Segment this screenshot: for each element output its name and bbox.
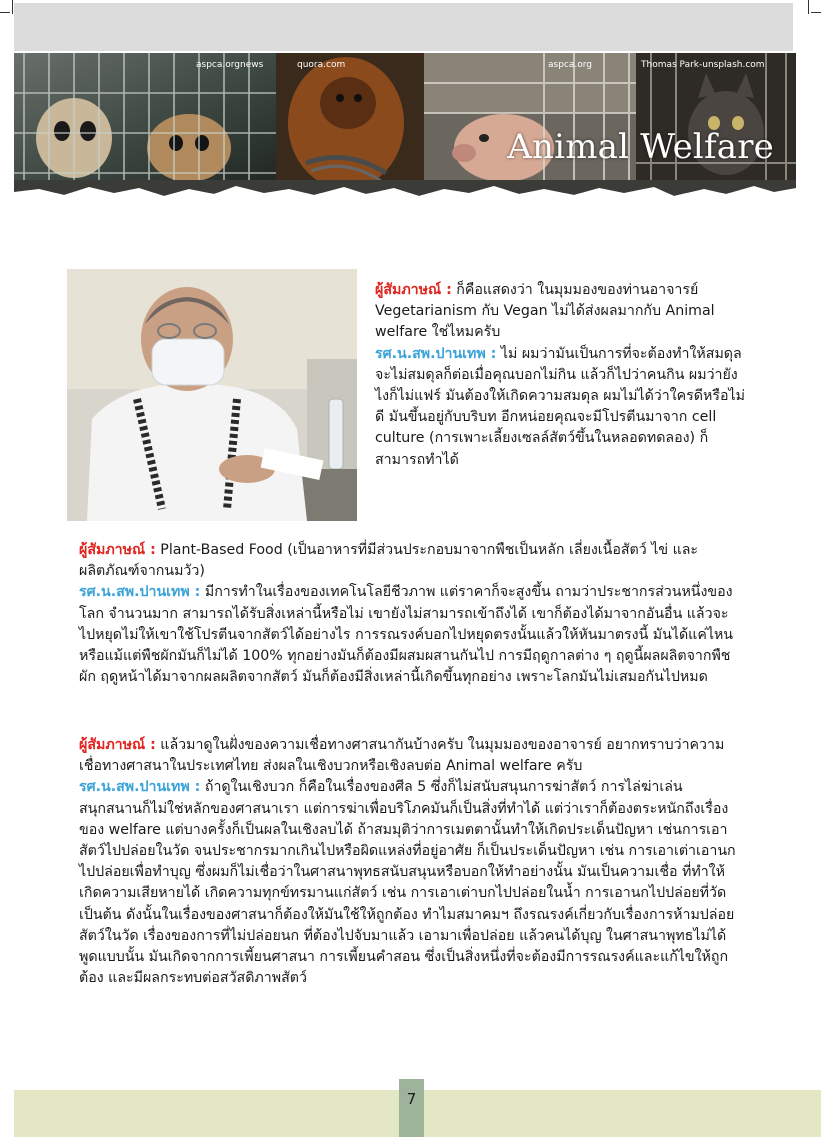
photo-credit: quora.com: [297, 60, 346, 70]
interviewee-label: รศ.น.สพ.ปานเทพ :: [79, 584, 201, 601]
photo-credit: aspca.org: [548, 60, 593, 70]
question-text: Plant-Based Food (เป็นอาหารที่มีส่วนประกอบมาจากพืชเป็นหลัก เลี่ยงเนื้อสัตว์ ไข่ และ ผลิตภัณฑ์จากนมวัว): [79, 542, 699, 580]
header-banner: [14, 53, 796, 193]
page-number: 7: [406, 1090, 417, 1108]
interviewer-label: ผู้สัมภาษณ์ :: [79, 542, 156, 558]
photo-credit: Thomas Park-unsplash.com: [641, 60, 765, 70]
banner-photo-cat: [636, 53, 796, 193]
crop-mark: [811, 12, 821, 13]
crop-mark: [12, 0, 13, 14]
page-number-tab: [399, 1079, 424, 1137]
interviewer-question: [375, 280, 751, 344]
interviewee-answer: [79, 582, 741, 688]
banner-photo-pig: [424, 53, 639, 193]
answer-text: มีการทำในเรื่องของเทคโนโลยีชีวภาพ แต่ราคาก็จะสูงขึ้น ถามว่าประชากรส่วนหนึ่งของโลก จำนวนมาก สามารถได้รับสิ่งเหล่านี้หรือไม่ เขายังไม่สามารถเข้าถึงได้ เขาก็ต้องได้มาจากอันอื่น แล้วจะไปหยุดไม่ให้เขาใช้โปรตีนจากสัตว์ได้อย่างไร การรณรงค์บอกไปหยุดตรงนั้นแล้วให้หันมาตรงนี้ มันได้แค่ไหน หรือแม้แต่พืชผักมันก็ไม่ได้ 100% ทุกอย่างมันก็ต้องมีผสมผสานกันไป การมีฤดูกาลต่าง ๆ ฤดูนี้ผลผลิตจากพืชผัก ฤดูหน้าได้มาจากผลผลิตจากสัตว์ มันก็ต้องมีสิ่งเหล่านี้เกิดขึ้นทุกอย่าง เพราะโลกมันไม่เสมอกันไปหมด: [79, 584, 734, 686]
interviewer-label: ผู้สัมภาษณ์ :: [375, 282, 452, 298]
interviewer-question: [79, 540, 741, 582]
photo-credit: aspca.orgnews: [196, 60, 264, 70]
dialogue-section-1: [79, 540, 741, 688]
question-text: แล้วมาดูในฝั่งของความเชื่อทางศาสนากันบ้างครับ ในมุมมองของอาจารย์ อยากทราบว่าความเชื่อทางศาสนาในประเทศไทย ส่งผลในเชิงบวกหรือเชิงลบต่อ Animal welfare ครับ: [79, 737, 725, 775]
banner-title: Animal Welfare: [507, 127, 774, 167]
answer-text: ไม่ ผมว่ามันเป็นการที่จะต้องทำให้สมดุล จะไม่สมดุลก็ต่อเมื่อคุณบอกไม่กิน แล้วก็ไปว่าคนกิน ผมว่ายังไงก็ไม่แฟร์ มันต้องให้เกิดความสมดุล ผมไม่ได้ว่าใครดีหรือไม่ดี มันขึ้นอยู่กับบริบท อีกหน่อยคุณจะมีโปรตีนมาจาก cell culture (การเพาะเลี้ยงเซลล์สัตว์ขึ้นในหลอดทดลอง) ก็สามารถทำได้: [375, 345, 745, 468]
interviewer-question: [79, 735, 741, 777]
banner-photo-orangutan: [276, 53, 426, 193]
banner-photo-cage-animals: [14, 53, 279, 193]
banner-torn-edge: [14, 180, 796, 200]
interview-photo: [67, 269, 357, 521]
interviewee-answer: [375, 344, 751, 471]
dialogue-section-2: [79, 735, 741, 989]
interviewer-label: ผู้สัมภาษณ์ :: [79, 737, 156, 753]
question-text: ก็คือแสดงว่า ในมุมมองของท่านอาจารย์ Vegetarianism กับ Vegan ไม่ได้ส่งผลมากกับ Animal welfare ใช่ไหมครับ: [375, 282, 715, 341]
interviewee-label: รศ.น.สพ.ปานเทพ :: [375, 345, 497, 362]
crop-mark: [0, 12, 10, 13]
crop-mark: [808, 0, 809, 14]
interviewee-answer: [79, 777, 741, 989]
header-band: [14, 3, 793, 51]
answer-text: ถ้าดูในเชิงบวก ก็คือในเรื่องของศีล 5 ซึ่งก็ไม่สนับสนุนการฆ่าสัตว์ การไล่ฆ่าเล่นสนุกสนานก็ไม่ใช่หลักของศาสนาเรา แต่การฆ่าเพื่อบริโภคมันก็เป็นสิ่งที่ทำได้ แต่ว่าเราก็ต้องตระหนักถึงเรื่องของ welfare แต่บางครั้งก็เป็นผลในเชิงลบได้ ถ้าสมมุติว่าการเมตตานั้นทำให้เกิดประเด็นปัญหา เช่นการเอาสัตว์ไปปล่อยในวัด จนประชากรมากเกินไปหรือผิดแหล่งที่อยู่อาศัย ก็เป็นประเด็นปัญหา เช่น การเอาเต่าเอานกไปปล่อยเพื่อทำบุญ ซึ่งผมก็ไม่เชื่อว่าในศาสนาพุทธสนับสนุนหรือบอกให้ทำอย่างนั้น มันเป็นความเชื่อ ที่ทำให้เกิดความเสียหายได้ เกิดความทุกข์ทรมานแก่สัตว์ เช่น การเอาเต่าบกไปปล่อยในน้ำ การเอานกไปปล่อยที่วัด เป็นต้น ดังนั้นในเรื่องของศาสนาก็ต้องให้มันใช้ให้ถูกต้อง ทำไมสมาคมฯ ถึงรณรงค์เกี่ยวกับเรื่องการห้ามปล่อยสัตว์ในวัด เรื่องของการที่ไม่ปล่อยนก ที่ต้องไปจับมาแล้ว เอามาเพื่อปล่อย แล้วคนได้บุญ ในศาสนาพุทธไม่ได้พูดแบบนั้น มันเกิดจากการเพี้ยนศาสนา การเพี้ยนคำสอน ซึ่งเป็นสิ่งหนึ่งที่จะต้องมีการรณรงค์และแก้ไขให้ถูกต้อง และมีผลกระทบต่อสวัสดิภาพสัตว์: [79, 779, 736, 987]
interviewee-label: รศ.น.สพ.ปานเทพ :: [79, 779, 201, 796]
intro-dialogue: [375, 280, 751, 471]
